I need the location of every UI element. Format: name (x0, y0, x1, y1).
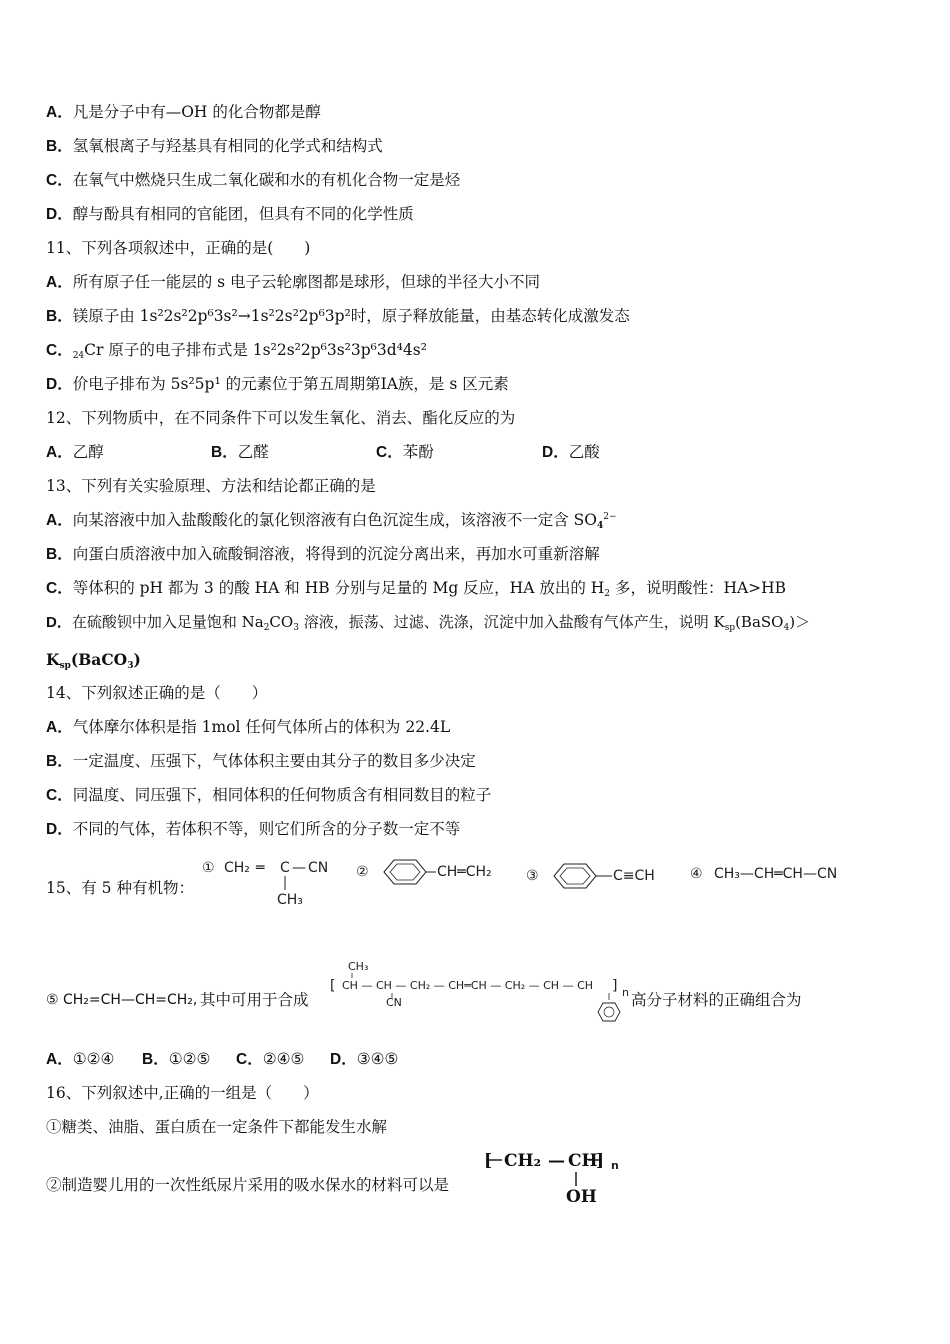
mol1-number: ① (202, 860, 215, 876)
q15-option-a: A．①②④ (46, 1050, 115, 1068)
polymer-cn: CN (386, 996, 402, 1009)
q15-stem: 15、有 5 种有机物： (46, 879, 194, 897)
q16-stem: 16、下列叙述中,正确的一组是（ ） (46, 1084, 319, 1102)
q14-option-c: C．同温度、同压强下，相同体积的任何物质含有相同数目的粒子 (46, 786, 492, 804)
q10-option-d: D．醇与酚具有相同的官能团，但具有不同的化学性质 (46, 205, 414, 223)
q15-tail-text: 高分子材料的正确组合为 (631, 991, 802, 1009)
mol3-benzene-ring (554, 864, 596, 888)
q16-dash: — (548, 1151, 565, 1171)
mol2-benzene-ring (384, 860, 426, 884)
q16-ch: CH (568, 1151, 598, 1171)
polymer-benzene-ring (598, 1003, 620, 1021)
mol1-dash: — (292, 860, 306, 876)
q15-option-d: D．③④⑤ (330, 1050, 399, 1068)
q16-statement-2: ②制造婴儿用的一次性纸尿片采用的吸水保水的材料可以是 (46, 1176, 450, 1194)
q15-mol5: ⑤ CH₂=CH—CH=CH₂, (46, 992, 198, 1008)
q16-close-bracket: ] (596, 1151, 605, 1171)
q13-option-d: D．在硫酸钡中加入足量饱和 $Na_2CO_3$ 溶液，振荡、过滤、洗涤，沉淀中加入盐酸有气体产生，说明 $K_{sp}(BaSO_4)>$ (46, 613, 811, 633)
mol3-ethynyl: C≡CH (613, 868, 655, 884)
mol4-formula: CH₃—CH═CH—CN (714, 866, 838, 882)
polymer-ch3: CH₃ (348, 960, 369, 973)
q12-option-c: C．苯酚 (376, 443, 434, 461)
q15-mid-text: 其中可用于合成 (200, 991, 309, 1009)
q15-molecules (200, 850, 890, 910)
mol1-ch3: CH₃ (277, 892, 303, 908)
q13-option-b: B．向蛋白质溶液中加入硫酸铜溶液，将得到的沉淀分离出来，再加水可重新溶解 (46, 545, 600, 563)
q13-option-c: C．等体积的 pH 都为 3 的酸 HA 和 HB 分别与足量的 Mg 反应，HA 放出的 $H_2$ 多，说明酸性：HA>HB (46, 579, 787, 599)
q13-option-d-cont: $K_{sp}(BaCO_3)$ (46, 650, 141, 671)
q16-open-bracket: [ (484, 1151, 493, 1171)
q12-option-b: B．乙醛 (211, 443, 269, 461)
q14-stem: 14、下列叙述正确的是（ ） (46, 684, 268, 702)
q11-option-a: A．所有原子任一能层的 s 电子云轮廓图都是球形，但球的半径大小不同 (46, 273, 541, 291)
polymer-open-bracket: [ (330, 978, 336, 994)
mol2-vinyl: CH═CH₂ (437, 864, 492, 880)
mol1-double-bond: ═ (256, 860, 265, 876)
q12-stem: 12、下列物质中，在不同条件下可以发生氧化、消去、酯化反应的为 (46, 409, 516, 427)
q13-option-a: A．向某溶液中加入盐酸酸化的氯化钡溶液有白色沉淀生成，该溶液不一定含 $SO_4^{2-}$ (46, 511, 617, 531)
q15-option-c: C．②④⑤ (236, 1050, 305, 1068)
mol1-c: C (280, 860, 290, 876)
q16-n: n (611, 1159, 619, 1172)
q12-option-a: A．乙醇 (46, 443, 104, 461)
q11-option-c: C．$_{24}$Cr 原子的电子排布式是 1s²2s²2p⁶3s²3p⁶3d⁴4s² (46, 341, 427, 361)
mol3-number: ③ (526, 868, 539, 884)
mol2-number: ② (356, 864, 369, 880)
mol1-cn: CN (308, 860, 329, 876)
q10-option-b: B．氢氧根离子与羟基具有相同的化学式和结构式 (46, 137, 383, 155)
polymer-n: n (622, 986, 629, 999)
q16-ch2: CH₂ (504, 1151, 542, 1171)
q15-polymer (326, 960, 632, 1026)
q14-option-d: D．不同的气体，若体积不等，则它们所含的分子数一定不等 (46, 820, 461, 838)
q11-stem: 11、下列各项叙述中，正确的是( ) (46, 239, 311, 257)
q11-option-b: B．镁原子由 1s²2s²2p⁶3s²→1s²2s²2p⁶3p²时，原子释放能量，由基态转化成激发态 (46, 307, 630, 325)
q14-option-a: A．气体摩尔体积是指 1mol 任何气体所占的体积为 22.4L (46, 718, 451, 736)
q13-stem: 13、下列有关实验原理、方法和结论都正确的是 (46, 477, 376, 495)
q10-option-a: A．凡是分子中有—OH 的化合物都是醇 (46, 103, 321, 121)
q12-option-d: D．乙酸 (542, 443, 600, 461)
mol1-ch2: CH₂ (224, 860, 250, 876)
q15-option-b: B．①②⑤ (142, 1050, 211, 1068)
polymer-close-bracket: ] (612, 978, 618, 994)
q14-option-b: B．一定温度、压强下，气体体积主要由其分子的数目多少决定 (46, 752, 476, 770)
polymer-chain: CH — CH — CH₂ — CH═CH — CH₂ — CH — CH (342, 979, 594, 992)
q16-statement-1: ①糖类、油脂、蛋白质在一定条件下都能发生水解 (46, 1118, 388, 1136)
q16-polymer (484, 1142, 624, 1208)
q16-oh: OH (566, 1187, 597, 1207)
mol4-number: ④ (690, 866, 703, 882)
q10-option-c: C．在氧气中燃烧只生成二氧化碳和水的有机化合物一定是烃 (46, 171, 461, 189)
q11-option-d: D．价电子排布为 5s²5p¹ 的元素位于第五周期第ⅠA族，是 s 区元素 (46, 375, 509, 393)
